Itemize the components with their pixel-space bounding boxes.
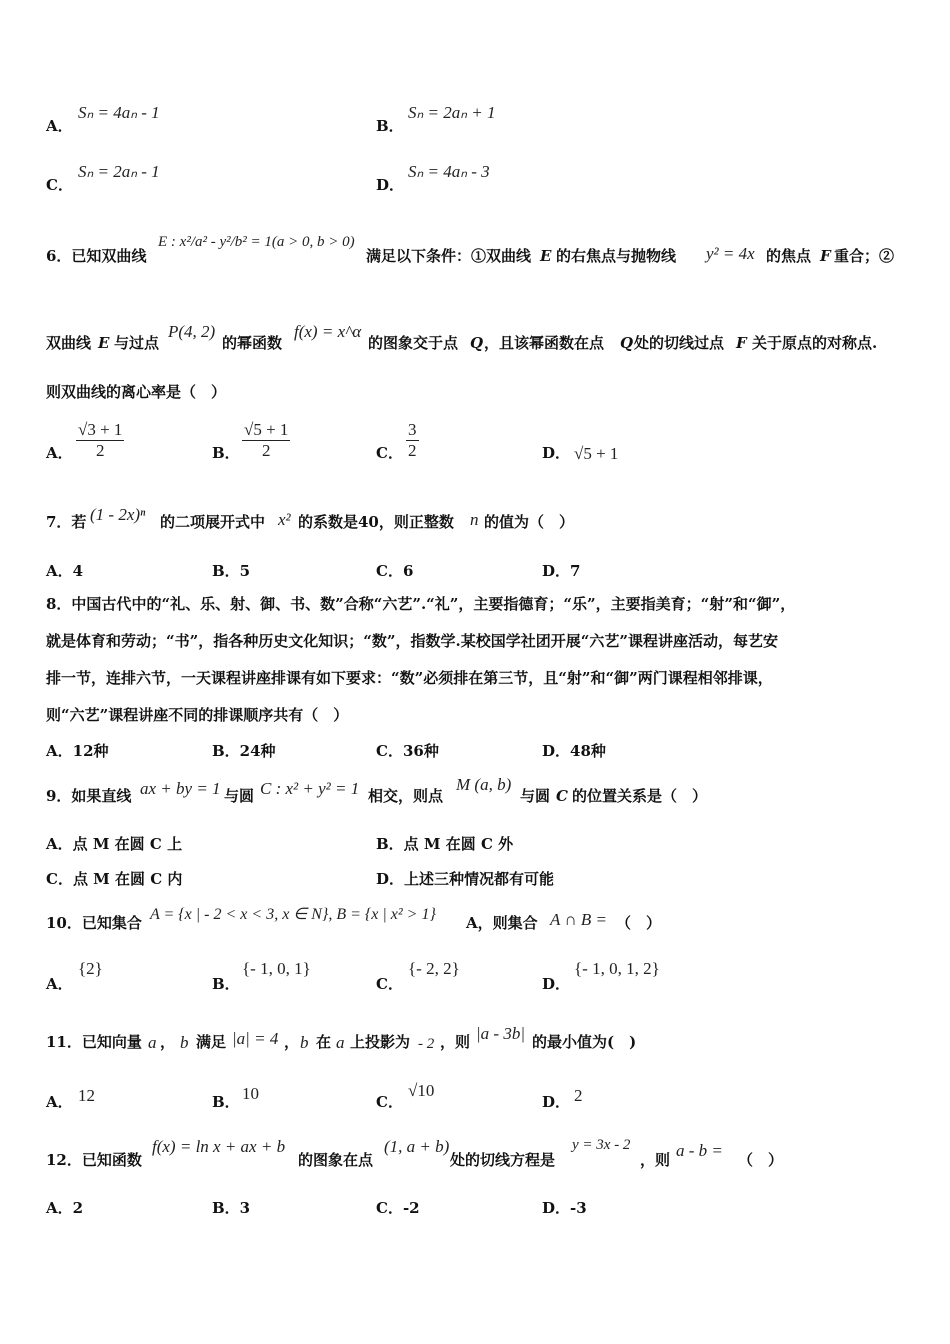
q12-text-5: （ ） <box>738 1151 784 1169</box>
q11-option-a-expr: 12 <box>78 1086 95 1105</box>
q6-text-5: 重合；② <box>834 247 895 265</box>
q6-option-c-denominator: 2 <box>408 441 417 460</box>
q9-text-3: 相交，则点 <box>368 787 444 805</box>
q11-expression: |a - 3b| <box>476 1024 526 1043</box>
q9-option-d: D．上述三种情况都有可能 <box>376 870 555 888</box>
q6-line2-text-4: 的图象交于点 <box>368 334 459 352</box>
q6-option-a-fraction <box>76 420 124 461</box>
q5-option-a-label: A． <box>46 117 73 135</box>
q6-line2-text-3: 的幂函数 <box>222 334 283 352</box>
q9-option-b: B．点 M 在圆 C 外 <box>376 835 514 853</box>
q5-option-a-expr: Sₙ = 4aₙ - 1 <box>78 103 160 122</box>
q6-option-a-label: A． <box>46 444 73 462</box>
q11-option-a-label: A． <box>46 1093 73 1111</box>
q8-option-d: D．48种 <box>542 742 606 760</box>
q6-q-label: Q <box>470 334 484 352</box>
q10-option-a-expr: {2} <box>78 959 103 978</box>
q11-option-b-label: B． <box>212 1093 240 1111</box>
q9-text-4: 与圆 <box>520 787 551 805</box>
q6-line3: 则双曲线的离心率是（ ） <box>46 383 227 401</box>
q11-text-7: 的最小值为( ) <box>532 1033 637 1051</box>
q12-option-a: A．2 <box>46 1199 84 1217</box>
q6-text-3: 的右焦点与抛物线 <box>556 247 677 265</box>
q11-option-c-expr: √10 <box>408 1081 435 1100</box>
q5-option-c-expr: Sₙ = 2aₙ - 1 <box>78 162 160 181</box>
q9-option-c: C．点 M 在圆 C 内 <box>46 870 183 888</box>
q6-option-b-label: B． <box>212 444 240 462</box>
q11-vector-b: b <box>180 1033 189 1052</box>
q12-text-3: 处的切线方程是 <box>450 1151 556 1169</box>
q10-option-b-expr: {- 1, 0, 1} <box>242 959 311 978</box>
q11-text-5: 上投影为 <box>350 1033 411 1051</box>
q9-text-2: 与圆 <box>224 787 255 805</box>
q6-q-label-2: Q <box>620 334 634 352</box>
q12-option-c: C．-2 <box>376 1199 420 1217</box>
q8-line-2: 就是体育和劳动；“书”，指各种历史文化知识；“数”，指数学.某校国学社团开展“六艺”课程讲座活动，每艺安 <box>46 632 778 650</box>
q5-option-c-label: C． <box>46 176 73 194</box>
q12-text-1: 12．已知函数 <box>46 1151 142 1169</box>
q6-option-a-numerator: √3 + 1 <box>78 420 123 439</box>
q5-option-d-label: D． <box>376 176 405 194</box>
q5-option-b-expr: Sₙ = 2aₙ + 1 <box>408 103 496 122</box>
q12-point: (1, a + b) <box>384 1137 450 1156</box>
q11-vector-a-2: a <box>336 1033 345 1052</box>
q7-x-squared: x² <box>278 510 291 529</box>
q11-separator: ， <box>160 1033 176 1051</box>
q10-sets: A = {x | - 2 < x < 3, x ∈ N}, B = {x | x² > 1} <box>150 906 436 923</box>
q6-point-p: P(4, 2) <box>168 322 216 341</box>
q7-option-a: A．4 <box>46 562 84 580</box>
q6-text-4: 的焦点 <box>766 247 812 265</box>
q7-binomial: (1 - 2x)ⁿ <box>90 505 146 524</box>
q11-text-1: 11．已知向量 <box>46 1033 142 1051</box>
q6-f-label: F <box>820 247 831 265</box>
q10-option-c-label: C． <box>376 975 403 993</box>
q11-vector-a: a <box>148 1033 157 1052</box>
q12-text-2: 的图象在点 <box>298 1151 374 1169</box>
q9-line-eq: ax + by = 1 <box>140 779 221 798</box>
q10-option-a-label: A． <box>46 975 73 993</box>
q9-c-label: C <box>556 787 568 805</box>
q11-option-b-expr: 10 <box>242 1084 259 1103</box>
q7-option-d: D．7 <box>542 562 581 580</box>
q11-magnitude-a: |a| = 4 <box>232 1029 279 1048</box>
q6-text-1: 6．已知双曲线 <box>46 247 147 265</box>
q6-option-b-fraction <box>242 420 290 461</box>
q7-option-c: C．6 <box>376 562 414 580</box>
q6-text-2: 满足以下条件：①双曲线 <box>366 247 532 265</box>
q10-text-3: （ ） <box>616 914 662 932</box>
q6-option-a-denominator: 2 <box>95 441 105 460</box>
q9-circle-eq: C : x² + y² = 1 <box>260 779 360 798</box>
q5-option-d-expr: Sₙ = 4aₙ - 3 <box>408 162 490 181</box>
q12-option-d: D．-3 <box>542 1199 587 1217</box>
q9-text-5: 的位置关系是（ ） <box>572 787 708 805</box>
q9-option-a: A．点 M 在圆 C 上 <box>46 835 183 853</box>
q8-option-c: C．36种 <box>376 742 439 760</box>
q6-line2-text-6: 处的切线过点 <box>634 334 725 352</box>
q12-function: f(x) = ln x + ax + b <box>152 1137 286 1156</box>
q11-text-2: 满足 <box>196 1033 227 1051</box>
q6-option-b-denominator: 2 <box>261 441 271 460</box>
q6-line2-text-1: 双曲线 <box>46 334 92 352</box>
q5-option-b-label: B． <box>376 117 404 135</box>
q7-text-3: 的系数是40，则正整数 <box>298 513 454 531</box>
q7-option-b: B．5 <box>212 562 251 580</box>
q10-option-d-expr: {- 1, 0, 1, 2} <box>574 959 660 978</box>
q11-text-3: ， <box>284 1033 300 1051</box>
q10-option-b-label: B． <box>212 975 240 993</box>
q7-text-1: 7．若 <box>46 513 87 531</box>
q6-line2-text-5: ，且该幂函数在点 <box>484 334 605 352</box>
q11-text-6: ，则 <box>440 1033 471 1051</box>
q10-text-2: A，则集合 <box>466 914 538 932</box>
q11-option-c-label: C． <box>376 1093 403 1111</box>
q6-option-c-label: C． <box>376 444 403 462</box>
q6-power-function: f(x) = x^α <box>294 322 362 341</box>
q6-f-label-2: F <box>736 334 747 352</box>
q6-option-c-fraction <box>406 420 419 461</box>
q6-option-c-numerator: 3 <box>408 420 417 439</box>
q9-point-m: M (a, b) <box>456 775 512 794</box>
q10-option-d-label: D． <box>542 975 571 993</box>
q7-n: n <box>470 510 479 529</box>
q6-parabola-eq: y² = 4x <box>706 244 755 263</box>
q11-projection: - 2 <box>418 1036 435 1052</box>
q12-text-4: ，则 <box>640 1151 671 1169</box>
q11-text-4: 在 <box>316 1033 332 1051</box>
q10-option-c-expr: {- 2, 2} <box>408 959 460 978</box>
q8-option-a: A．12种 <box>46 742 109 760</box>
q8-line-4: 则“六艺”课程讲座不同的排课顺序共有（ ） <box>46 706 349 724</box>
q10-intersection: A ∩ B = <box>550 910 607 929</box>
q7-text-2: 的二项展开式中 <box>160 513 266 531</box>
q11-option-d-expr: 2 <box>574 1086 583 1105</box>
q6-line2-text-7: 关于原点的对称点. <box>752 334 878 352</box>
q6-option-d-label: D． <box>542 444 571 462</box>
q6-option-b-numerator: √5 + 1 <box>244 420 289 439</box>
q8-option-b: B．24种 <box>212 742 276 760</box>
q6-e-label-2: E <box>98 334 110 352</box>
q10-text-1: 10．已知集合 <box>46 914 142 932</box>
q12-target: a - b = <box>676 1141 723 1160</box>
q9-text-1: 9．如果直线 <box>46 787 132 805</box>
q11-vector-b-2: b <box>300 1033 309 1052</box>
q7-text-4: 的值为（ ） <box>484 513 575 531</box>
q6-hyperbola-eq: E : x²/a² - y²/b² = 1(a > 0, b > 0) <box>158 234 355 250</box>
q11-option-d-label: D． <box>542 1093 571 1111</box>
q6-line2-text-2: 与过点 <box>114 334 160 352</box>
q8-line-1: 8．中国古代中的“礼、乐、射、御、书、数”合称“六艺”.“礼”，主要指德育；“乐”，主要指美育；“射”和“御”， <box>46 595 796 613</box>
q6-option-d-expr: √5 + 1 <box>574 444 619 463</box>
q8-line-3: 排一节，连排六节，一天课程讲座排课有如下要求：“数”必须排在第三节，且“射”和“御”两门课程相邻排课， <box>46 669 773 687</box>
q6-e-label: E <box>540 247 552 265</box>
q12-tangent: y = 3x - 2 <box>572 1137 631 1153</box>
q12-option-b: B．3 <box>212 1199 251 1217</box>
